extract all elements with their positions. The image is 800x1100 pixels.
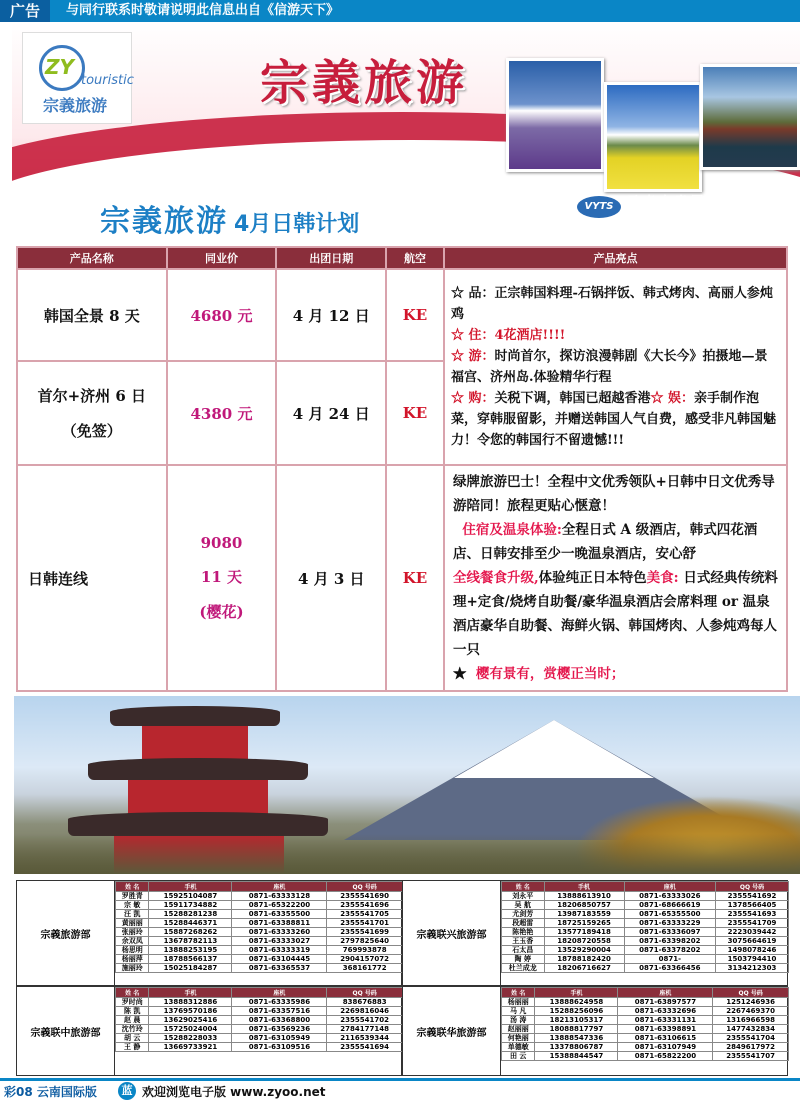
contact-qq: 2355541707 — [713, 1052, 789, 1061]
contact-row — [502, 1052, 789, 1061]
contact-phone: 0871-63336097 — [624, 928, 715, 937]
contact-header-row — [116, 988, 403, 998]
contact-row — [116, 937, 403, 946]
contact-col-header: 手机 — [544, 882, 624, 892]
contact-phone: 0871-63331131 — [618, 1016, 713, 1025]
contact-mobile: 15388844547 — [535, 1052, 618, 1061]
contact-phone: 0871-63333319 — [232, 946, 327, 955]
agency-name-en: China Youth Travel Sevice Co.,Ltd .Yun Nan — [627, 208, 797, 216]
contact-qq: 2355541701 — [327, 919, 403, 928]
contact-row — [502, 919, 789, 928]
contact-name: 尤剑芳 — [502, 910, 545, 919]
brand-logo — [22, 32, 132, 124]
pagoda-roof-mid — [88, 758, 308, 780]
contact-phone: 0871-63335986 — [232, 998, 327, 1007]
contact-phone: 0871-63378202 — [624, 946, 715, 955]
contact-qq: 2355541693 — [716, 910, 789, 919]
contact-phone: 0871-63333026 — [624, 892, 715, 901]
contact-row — [116, 1025, 403, 1034]
contact-mobile: 13888624958 — [535, 998, 618, 1007]
contact-row — [116, 919, 403, 928]
contact-group — [402, 880, 788, 986]
product-price-line2: 11 天 — [200, 568, 243, 586]
highlight-hotel-label: 住宿及温泉体验: — [462, 522, 562, 538]
contact-name: 张丽玲 — [116, 928, 149, 937]
highlight-meals-label: 全线餐食升级, — [452, 570, 539, 586]
contact-name: 石太昌 — [502, 946, 545, 955]
highlight-meals — [453, 566, 778, 662]
contact-row — [502, 1007, 789, 1016]
contact-mobile: 13888613910 — [544, 892, 624, 901]
contact-col-header: 姓 名 — [502, 988, 535, 998]
highlight-meals-text-a: 体验纯正日本特色 — [538, 570, 647, 586]
contact-qq: 2355541705 — [327, 910, 403, 919]
contact-qq: 2355541704 — [713, 1034, 789, 1043]
contact-name: 刘永平 — [502, 892, 545, 901]
contact-qq: 2355541694 — [327, 1043, 403, 1052]
contact-col-header: QQ 号码 — [327, 988, 403, 998]
contact-qq: 1316966598 — [713, 1016, 789, 1025]
highlight-food-text: 正宗韩国料理-石锅拌饭、韩式烤肉、高丽人参炖鸡 — [450, 286, 773, 322]
contact-phone: 0871- — [624, 955, 715, 964]
contact-col-header: 座机 — [618, 988, 713, 998]
contact-qq: 1498078246 — [716, 946, 789, 955]
contact-mobile: 13888547336 — [535, 1034, 618, 1043]
contact-mobile: 15725024004 — [149, 1025, 232, 1034]
contact-phone: 0871-63104445 — [232, 955, 327, 964]
contact-name: 余双凤 — [116, 937, 149, 946]
contact-phone: 0871-63109516 — [232, 1043, 327, 1052]
highlight-hotel-text: 全程日式 A 级酒店，韩式四花酒店、日韩安排至少一晚温泉酒店，安心舒 — [452, 522, 758, 562]
contact-mobile: 13577189418 — [544, 928, 624, 937]
contact-name: 田 云 — [502, 1052, 535, 1061]
contact-name: 杨丽丽 — [502, 998, 535, 1007]
contact-phone: 0871-63105949 — [232, 1034, 327, 1043]
contact-qq: 368161772 — [327, 964, 403, 973]
contact-phone: 0871-63897577 — [618, 998, 713, 1007]
contact-mobile: 15288228033 — [149, 1034, 232, 1043]
ad-tag: 广告 — [0, 0, 50, 22]
contact-row — [502, 964, 789, 973]
contact-qq: 2784177148 — [327, 1025, 403, 1034]
contact-row — [116, 946, 403, 955]
highlight-tour-text: 时尚首尔，探访浪漫韩剧《大长今》拍摄地—景福宫、济州岛.体验精华行程 — [450, 349, 768, 385]
photo-fuji-flowers — [604, 82, 702, 192]
contact-mobile: 15288281238 — [149, 910, 232, 919]
product-table — [16, 246, 788, 692]
contact-mobile: 15288256096 — [535, 1007, 618, 1016]
product-price: 4680 元 — [167, 269, 277, 361]
contact-qq: 838676883 — [327, 998, 403, 1007]
contact-mobile: 18208720558 — [544, 937, 624, 946]
col-header-name: 产品名称 — [17, 247, 167, 269]
contact-name: 陶 婷 — [502, 955, 545, 964]
contact-phone: 0871-63355500 — [232, 910, 327, 919]
contact-qq: 2223039442 — [716, 928, 789, 937]
contact-name: 罗胜青 — [116, 892, 149, 901]
contact-row — [502, 928, 789, 937]
contact-qq: 2355541692 — [716, 892, 789, 901]
contact-col-header: QQ 号码 — [327, 882, 403, 892]
website-link[interactable]: 欢迎浏览电子版 www.zyoo.net — [142, 1085, 326, 1099]
contact-col-header: 姓 名 — [116, 988, 149, 998]
contact-qq: 2904157072 — [327, 955, 403, 964]
contact-name: 马 凡 — [502, 1007, 535, 1016]
contact-group-name: 宗義联兴旅游部 — [403, 881, 501, 985]
highlight-hotel — [453, 518, 778, 566]
contact-row — [502, 998, 789, 1007]
contact-phone: 0871-65355500 — [624, 910, 715, 919]
contact-qq: 2355541690 — [327, 892, 403, 901]
contact-mobile: 15887268262 — [149, 928, 232, 937]
contact-mobile: 15925104087 — [149, 892, 232, 901]
contact-qq: 2355541709 — [716, 919, 789, 928]
contact-phone: 0871-63107949 — [618, 1043, 713, 1052]
contact-table — [501, 987, 789, 1061]
contact-name: 罗时尚 — [116, 998, 149, 1007]
contact-row — [502, 937, 789, 946]
contact-qq: 1378566405 — [716, 901, 789, 910]
contact-qq: 2355541702 — [327, 1016, 403, 1025]
pagoda-level-mid — [128, 780, 268, 814]
contact-phone: 0871-63106615 — [618, 1034, 713, 1043]
contact-mobile: 18206850757 — [544, 901, 624, 910]
contact-col-header: 手机 — [149, 988, 232, 998]
contact-row — [116, 964, 403, 973]
contact-row — [116, 1007, 403, 1016]
contact-name: 胡 云 — [116, 1034, 149, 1043]
contact-table — [115, 881, 403, 973]
contact-name: 何艳丽 — [502, 1034, 535, 1043]
agency-name-cn: 云南中青国际旅行社 — [627, 194, 772, 208]
pagoda-level-top — [142, 726, 248, 760]
logo-letters: ZY — [45, 55, 74, 79]
contact-row — [502, 1025, 789, 1034]
contact-phone: 0871-63388811 — [232, 919, 327, 928]
contact-row — [116, 892, 403, 901]
highlight-stay-mark: ☆ 住： — [450, 328, 495, 343]
contact-name: 沈竹玲 — [116, 1025, 149, 1034]
contact-row — [116, 901, 403, 910]
contact-qq: 2849617972 — [713, 1043, 789, 1052]
col-header-price: 同业价 — [167, 247, 277, 269]
contact-name: 吴 航 — [502, 901, 545, 910]
contact-phone: 0871-63398891 — [618, 1025, 713, 1034]
contact-qq: 2267469370 — [713, 1007, 789, 1016]
contact-phone: 0871-63366456 — [624, 964, 715, 973]
contact-name: 施丽玲 — [116, 964, 149, 973]
contact-name: 杜兰成龙 — [502, 964, 545, 973]
contact-row — [502, 955, 789, 964]
contact-row — [502, 946, 789, 955]
agency-banner — [577, 192, 800, 232]
highlight-shop-mark: ☆ 购： — [450, 391, 495, 406]
highlight-meals-text-b: 日式经典传统料理+定食/烧烤自助餐/豪华温泉酒店会席料理 or 温泉酒店豪华自助餐、海鲜火锅、韩国烤肉、人参炖鸡每人一只 — [452, 570, 778, 658]
highlight-shop-fun — [451, 388, 780, 451]
product-price-line1: 9080 — [200, 534, 243, 552]
pagoda-roof-top — [110, 706, 280, 726]
contact-mobile: 15911734882 — [149, 901, 232, 910]
contact-name: 汤 涛 — [502, 1016, 535, 1025]
contact-name: 杨思明 — [116, 946, 149, 955]
highlight-tour — [451, 346, 780, 388]
agency-logo-icon: VYTS — [577, 196, 621, 218]
col-header-date: 出团日期 — [276, 247, 386, 269]
contact-phone: 0871-63333229 — [624, 919, 715, 928]
product-price-line3: (樱花) — [199, 603, 244, 621]
highlight-fun-text: 亲手制作泡菜，穿韩服留影，并赠送韩国人气自费，感受非凡韩国魅力！令您的韩国行不留遗憾!!! — [450, 391, 776, 448]
contact-row — [116, 1034, 403, 1043]
contact-group-name: 宗義旅游部 — [17, 881, 115, 985]
product-name — [17, 361, 167, 465]
col-header-highlights: 产品亮点 — [444, 247, 787, 269]
logo-english: touristic — [81, 73, 134, 88]
contact-name: 黄丽丽 — [116, 919, 149, 928]
contact-group — [16, 986, 402, 1076]
contact-mobile: 13378806787 — [535, 1043, 618, 1052]
contact-mobile: 13678782113 — [149, 937, 232, 946]
contact-qq: 2116539344 — [327, 1034, 403, 1043]
contact-qq: 2797825640 — [327, 937, 403, 946]
product-name-line2: （免签） — [61, 422, 122, 440]
product-row-japan-korea — [17, 465, 787, 691]
contact-mobile: 13629025416 — [149, 1016, 232, 1025]
contact-col-header: 姓 名 — [116, 882, 149, 892]
contact-mobile: 13888253195 — [149, 946, 232, 955]
highlight-tour-mark: ☆ 游： — [450, 349, 495, 364]
contact-qq: 3075664619 — [716, 937, 789, 946]
contact-col-header: 手机 — [149, 882, 232, 892]
pagoda-roof-low — [68, 812, 328, 836]
contact-name: 单德敏 — [502, 1043, 535, 1052]
contact-row — [502, 1034, 789, 1043]
contact-name: 段超雷 — [502, 919, 545, 928]
contact-col-header: QQ 号码 — [716, 882, 789, 892]
contact-phone: 0871-63333027 — [232, 937, 327, 946]
contact-phone: 0871-63333260 — [232, 928, 327, 937]
contact-mobile: 13987183559 — [544, 910, 624, 919]
contact-col-header: 座机 — [232, 988, 327, 998]
product-table-header — [17, 247, 787, 269]
product-price — [167, 465, 277, 691]
contact-name: 王 静 — [116, 1043, 149, 1052]
product-airline: KE — [386, 361, 444, 465]
contact-col-header: 座机 — [624, 882, 715, 892]
product-price: 4380 元 — [167, 361, 277, 465]
highlight-fun-mark: ☆ 娱： — [650, 391, 695, 406]
contact-row — [502, 1043, 789, 1052]
top-strip — [0, 0, 800, 22]
contact-phone: 0871-63365537 — [232, 964, 327, 973]
contact-mobile: 18088817797 — [535, 1025, 618, 1034]
contact-row — [116, 1043, 403, 1052]
contact-row — [502, 910, 789, 919]
contact-col-header: QQ 号码 — [713, 988, 789, 998]
contact-phone: 0871-63398202 — [624, 937, 715, 946]
contact-qq: 2355541696 — [327, 901, 403, 910]
contact-header-row — [502, 882, 789, 892]
mount-fuji-snowcap — [454, 720, 654, 778]
product-name: 日韩连线 — [17, 465, 167, 691]
contact-mobile: 18213105317 — [535, 1016, 618, 1025]
brand-title: 宗義旅游 — [260, 55, 469, 111]
contact-header-row — [116, 882, 403, 892]
contact-mobile: 18788182420 — [544, 955, 624, 964]
contact-col-header: 手机 — [535, 988, 618, 998]
highlight-bus: 绿牌旅游巴士！全程中文优秀领队+日韩中日文优秀导游陪同！旅程更贴心惬意！ — [452, 474, 775, 514]
page-footer — [0, 1078, 800, 1100]
contact-mobile: 13888312886 — [149, 998, 232, 1007]
product-name-line1: 首尔+济州 6 日 — [37, 387, 147, 405]
contact-row — [116, 910, 403, 919]
highlight-sakura — [453, 662, 778, 686]
contact-qq: 1251246936 — [713, 998, 789, 1007]
contact-qq: 1477432834 — [713, 1025, 789, 1034]
contact-group-name: 宗義联华旅游部 — [403, 987, 501, 1075]
contact-name: 陈艳艳 — [502, 928, 545, 937]
contact-mobile: 13669733921 — [149, 1043, 232, 1052]
contact-table — [115, 987, 403, 1052]
product-row-korea-8d — [17, 269, 787, 361]
contact-group — [402, 986, 788, 1076]
blue-badge-icon: 蓝 — [118, 1082, 136, 1100]
contact-row — [502, 892, 789, 901]
contact-col-header: 座机 — [232, 882, 327, 892]
source-notice: 与同行联系时敬请说明此信息出自《信游天下》 — [66, 3, 340, 18]
highlight-stay-text: 4花酒店!!!! — [494, 328, 566, 343]
product-date: 4 月 3 日 — [276, 465, 386, 691]
highlight-meals-label2: 美食: — [646, 570, 679, 586]
contact-row — [116, 955, 403, 964]
contact-phone: 0871-68666619 — [624, 901, 715, 910]
japan-highlights — [444, 465, 787, 691]
contact-phone: 0871-63368800 — [232, 1016, 327, 1025]
product-date: 4 月 12 日 — [276, 269, 386, 361]
contact-phone: 0871-65322200 — [232, 901, 327, 910]
contact-qq: 2355541699 — [327, 928, 403, 937]
contact-phone: 0871-65822200 — [618, 1052, 713, 1061]
contact-phone: 0871-63333128 — [232, 892, 327, 901]
contact-directory — [16, 880, 788, 1076]
contact-mobile: 18725159265 — [544, 919, 624, 928]
product-airline: KE — [386, 269, 444, 361]
contact-row — [116, 998, 403, 1007]
contact-mobile: 18206716627 — [544, 964, 624, 973]
contact-name: 宗 敏 — [116, 901, 149, 910]
contact-name: 陈 凯 — [116, 1007, 149, 1016]
plan-title — [100, 196, 359, 240]
contact-col-header: 姓 名 — [502, 882, 545, 892]
contact-name: 杨丽萍 — [116, 955, 149, 964]
plan-title-main: 宗義旅游 — [100, 204, 228, 239]
highlight-shop-text: 关税下调，韩国已超越香港 — [494, 391, 651, 406]
highlight-food — [451, 283, 780, 325]
contact-qq: 3134212303 — [716, 964, 789, 973]
photo-mountain-lavender — [506, 58, 604, 172]
star-icon: ★ — [452, 666, 467, 682]
contact-name: 赵丽丽 — [502, 1025, 535, 1034]
product-name: 韩国全景 8 天 — [17, 269, 167, 361]
scenery-fuji-pagoda — [14, 696, 800, 874]
contact-phone: 0871-63332696 — [618, 1007, 713, 1016]
contact-mobile: 18788566137 — [149, 955, 232, 964]
contact-qq: 2269816046 — [327, 1007, 403, 1016]
contact-row — [502, 901, 789, 910]
product-date: 4 月 24 日 — [276, 361, 386, 465]
contact-mobile: 13529290004 — [544, 946, 624, 955]
contact-phone: 0871-63357516 — [232, 1007, 327, 1016]
page-number: 彩08 云南国际版 — [4, 1085, 97, 1099]
contact-row — [502, 1016, 789, 1025]
contact-qq: 1503794410 — [716, 955, 789, 964]
photo-pavilion-bridge — [700, 64, 800, 170]
contact-group — [16, 880, 402, 986]
col-header-airline: 航空 — [386, 247, 444, 269]
contact-name: 汪 凯 — [116, 910, 149, 919]
contact-mobile: 15288446371 — [149, 919, 232, 928]
foreground-town — [14, 834, 800, 874]
contact-name: 赵 晨 — [116, 1016, 149, 1025]
highlight-sakura-text: 樱有景有，赏樱正当时； — [475, 666, 625, 682]
contact-qq: 769993878 — [327, 946, 403, 955]
contact-name: 王玉香 — [502, 937, 545, 946]
highlight-food-mark: ☆ 品： — [450, 286, 495, 301]
contact-row — [116, 928, 403, 937]
contact-mobile: 15025184287 — [149, 964, 232, 973]
product-airline: KE — [386, 465, 444, 691]
contact-header-row — [502, 988, 789, 998]
highlight-stay — [451, 325, 780, 346]
contact-row — [116, 1016, 403, 1025]
contact-table — [501, 881, 789, 973]
logo-chinese: 宗義旅游 — [43, 96, 108, 115]
plan-title-sub: 4月日韩计划 — [234, 212, 360, 237]
contact-phone: 0871-63569236 — [232, 1025, 327, 1034]
korea-highlights — [444, 269, 787, 465]
contact-group-name: 宗義联中旅游部 — [17, 987, 115, 1075]
contact-mobile: 13769570186 — [149, 1007, 232, 1016]
